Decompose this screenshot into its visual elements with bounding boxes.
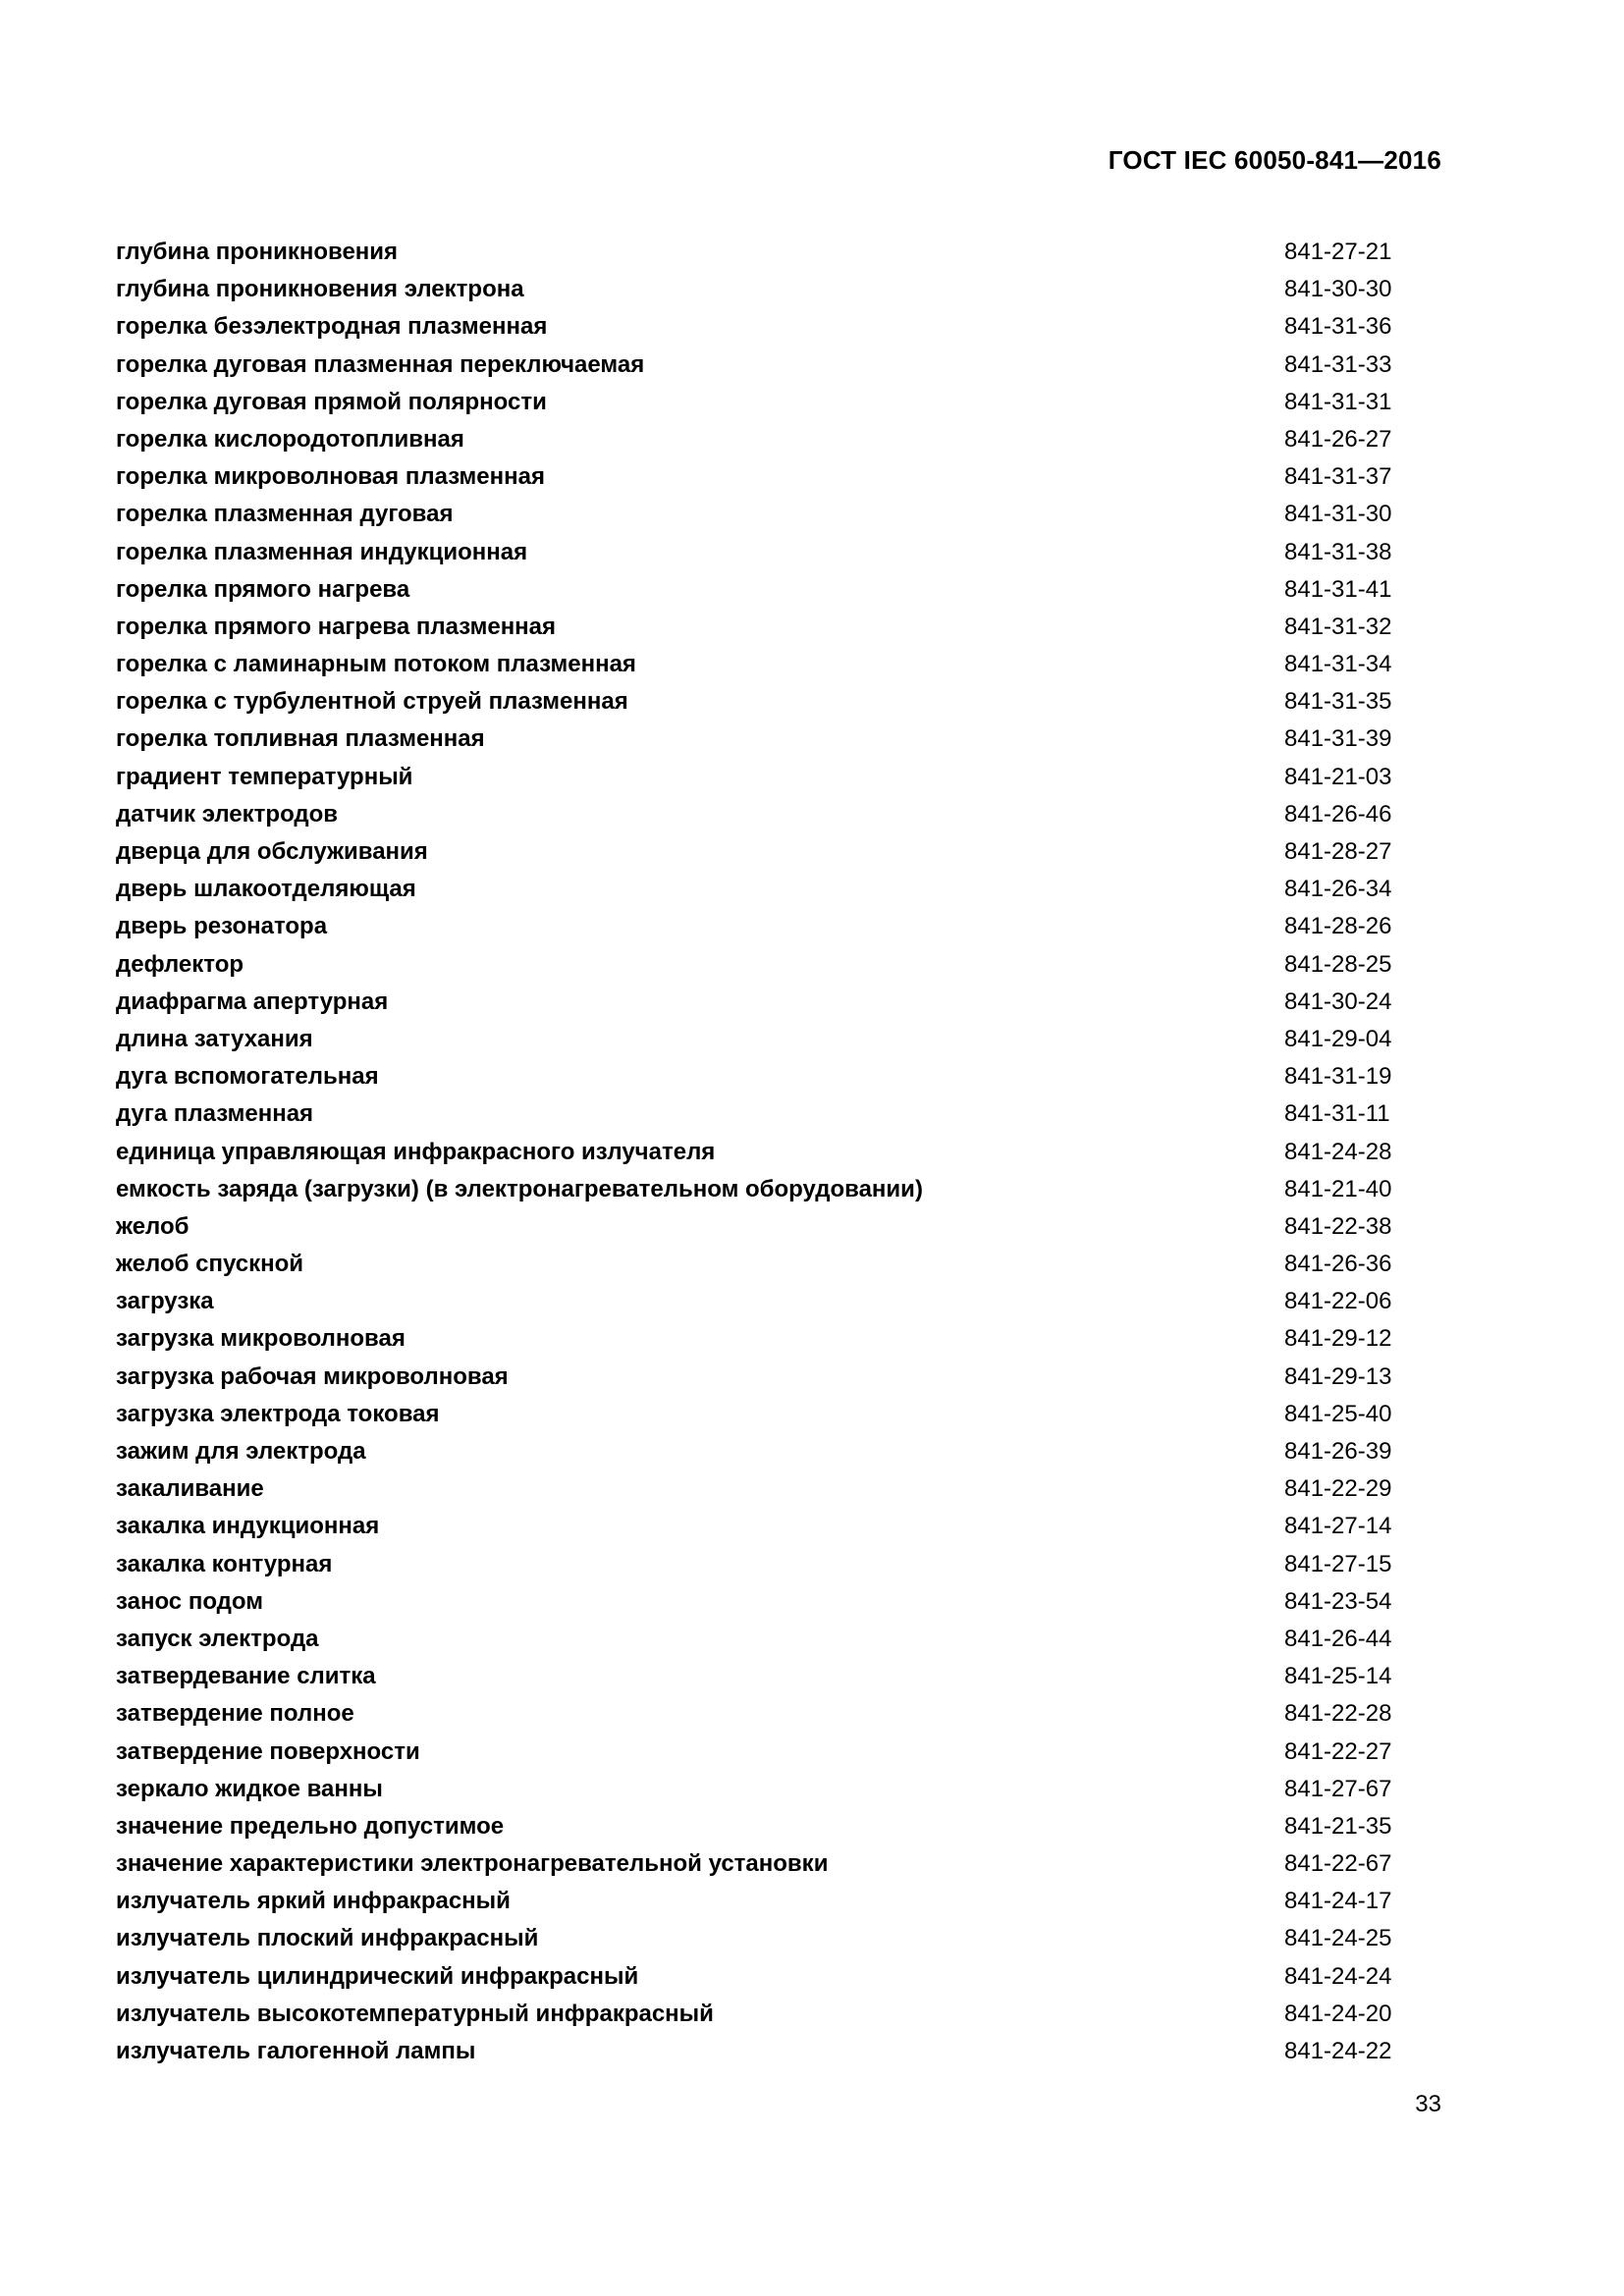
- index-entry: [116, 1658, 1402, 1695]
- entry-term: горелка кислородотопливная: [116, 425, 464, 453]
- entry-code: 841-21-03: [1284, 763, 1392, 790]
- entry-code: 841-23-54: [1284, 1587, 1392, 1615]
- index-entry: [116, 908, 1402, 945]
- index-entry: [116, 1359, 1402, 1396]
- entry-code: 841-29-13: [1284, 1362, 1392, 1390]
- entry-term: дверца для обслуживания: [116, 838, 428, 865]
- entry-term: горелка с турбулентной струей плазменная: [116, 688, 628, 716]
- index-entry: [116, 1433, 1402, 1470]
- entry-term: горелка безэлектродная плазменная: [116, 313, 548, 341]
- entry-code: 841-31-38: [1284, 538, 1392, 565]
- entry-term: горелка микроволновая плазменная: [116, 463, 545, 491]
- index-entry: [116, 984, 1402, 1021]
- index-entry: [116, 1320, 1402, 1358]
- entry-code: 841-26-46: [1284, 800, 1392, 828]
- entry-code: 841-31-31: [1284, 388, 1392, 415]
- index-entry: [116, 496, 1402, 533]
- entry-term: горелка прямого нагрева плазменная: [116, 613, 557, 640]
- entry-code: 841-26-27: [1284, 425, 1392, 453]
- entry-code: 841-27-67: [1284, 1775, 1392, 1802]
- entry-code: 841-26-34: [1284, 876, 1392, 903]
- entry-code: 841-31-19: [1284, 1063, 1392, 1091]
- entry-term: затвердевание слитка: [116, 1663, 376, 1690]
- entry-term: затвердение поверхности: [116, 1737, 420, 1765]
- entry-term: затвердение полное: [116, 1700, 354, 1728]
- entry-code: 841-31-30: [1284, 501, 1392, 528]
- index-entry: [116, 1171, 1402, 1208]
- entry-term: горелка плазменная индукционная: [116, 538, 528, 565]
- entry-code: 841-31-41: [1284, 575, 1392, 603]
- entry-code: 841-30-30: [1284, 276, 1392, 303]
- index-entry: [116, 1883, 1402, 1920]
- entry-code: 841-26-39: [1284, 1438, 1392, 1465]
- entry-code: 841-24-25: [1284, 1925, 1392, 1952]
- entry-term: желоб спускной: [116, 1251, 303, 1278]
- index-entry: [116, 1734, 1402, 1771]
- index-entry: [116, 1546, 1402, 1583]
- index-entry: [116, 347, 1402, 384]
- entry-term: излучатель галогенной лампы: [116, 2038, 476, 2064]
- entry-term: загрузка микроволновая: [116, 1325, 406, 1353]
- index-entry: [116, 1958, 1402, 1996]
- entry-term: горелка с ламинарным потоком плазменная: [116, 651, 636, 678]
- entry-term: зажим для электрода: [116, 1438, 366, 1465]
- entry-term: дуга вспомогательная: [116, 1063, 379, 1091]
- page-number: 33: [1415, 2091, 1441, 2117]
- entry-code: 841-31-39: [1284, 725, 1392, 753]
- index-entry: [116, 1695, 1402, 1733]
- index-entry: [116, 759, 1402, 796]
- entry-code: 841-26-36: [1284, 1251, 1392, 1278]
- entry-term: единица управляющая инфракрасного излучателя: [116, 1138, 716, 1165]
- index-entry: [116, 1470, 1402, 1508]
- entry-term: датчик электродов: [116, 800, 339, 828]
- entry-code: 841-22-06: [1284, 1288, 1392, 1315]
- index-entry: [116, 571, 1402, 609]
- entry-code: 841-31-36: [1284, 313, 1392, 341]
- index-entry: [116, 421, 1402, 458]
- index-entry: [116, 1845, 1402, 1883]
- entry-term: глубина проникновения: [116, 239, 399, 265]
- index-entry: [116, 1996, 1402, 2033]
- index-entry: [116, 871, 1402, 908]
- entry-term: глубина проникновения электрона: [116, 276, 524, 303]
- entry-term: емкость заряда (загрузки) (в электронагревательном оборудовании): [116, 1175, 923, 1202]
- entry-code: 841-31-37: [1284, 463, 1392, 491]
- entry-code: 841-29-12: [1284, 1325, 1392, 1353]
- entry-code: 841-31-11: [1284, 1100, 1390, 1128]
- entry-code: 841-22-38: [1284, 1212, 1392, 1240]
- entry-term: занос подом: [116, 1587, 263, 1615]
- index-entry: [116, 1621, 1402, 1658]
- index-entry: [116, 683, 1402, 721]
- index-entry: [116, 1021, 1402, 1058]
- entry-term: закалка контурная: [116, 1550, 333, 1577]
- entry-code: 841-22-28: [1284, 1700, 1392, 1728]
- entry-term: диафрагма апертурная: [116, 988, 389, 1015]
- entry-code: 841-24-20: [1284, 2000, 1392, 2027]
- document-header: ГОСТ IEC 60050-841—2016: [1108, 145, 1441, 175]
- entry-term: горелка дуговая плазменная переключаемая: [116, 350, 645, 378]
- entry-code: 841-22-67: [1284, 1850, 1392, 1878]
- index-entry: [116, 1208, 1402, 1246]
- entry-term: закаливание: [116, 1475, 264, 1503]
- entry-term: дуга плазменная: [116, 1100, 314, 1128]
- entry-term: излучатель высокотемпературный инфракрасный: [116, 2000, 714, 2027]
- index-entry: [116, 1095, 1402, 1133]
- entry-code: 841-21-40: [1284, 1175, 1392, 1202]
- entry-term: дефлектор: [116, 950, 244, 978]
- entry-term: дверь резонатора: [116, 913, 328, 940]
- entry-term: загрузка: [116, 1288, 214, 1315]
- entry-term: длина затухания: [116, 1025, 313, 1052]
- entry-code: 841-27-14: [1284, 1513, 1392, 1540]
- entry-code: 841-31-35: [1284, 688, 1392, 716]
- entry-term: загрузка электрода токовая: [116, 1400, 440, 1427]
- index-entry: [116, 833, 1402, 871]
- entry-term: градиент температурный: [116, 763, 413, 790]
- index-entry: [116, 1583, 1402, 1621]
- index-entry: [116, 308, 1402, 346]
- entry-code: 841-28-25: [1284, 950, 1392, 978]
- entry-code: 841-25-14: [1284, 1663, 1392, 1690]
- entry-code: 841-28-26: [1284, 913, 1392, 940]
- entry-code: 841-24-24: [1284, 1962, 1392, 1990]
- entry-code: 841-29-04: [1284, 1025, 1392, 1052]
- index-entry: [116, 384, 1402, 421]
- index-entry: [116, 458, 1402, 496]
- entry-code: 841-21-35: [1284, 1812, 1392, 1840]
- index-entry: [116, 1058, 1402, 1095]
- entry-code: 841-30-24: [1284, 988, 1392, 1015]
- index-entry: [116, 234, 1402, 271]
- index-entry: [116, 1134, 1402, 1171]
- index-entry: [116, 1283, 1402, 1320]
- entry-code: 841-24-17: [1284, 1888, 1392, 1915]
- index-entry: [116, 1396, 1402, 1433]
- entry-code: 841-28-27: [1284, 838, 1392, 865]
- entry-code: 841-31-32: [1284, 613, 1392, 640]
- entry-term: горелка плазменная дуговая: [116, 501, 454, 528]
- entry-code: 841-27-21: [1284, 239, 1392, 265]
- entry-code: 841-31-33: [1284, 350, 1392, 378]
- entry-term: дверь шлакоотделяющая: [116, 876, 416, 903]
- index-entry: [116, 1246, 1402, 1283]
- entry-code: 841-26-44: [1284, 1625, 1392, 1652]
- entry-code: 841-31-34: [1284, 651, 1392, 678]
- entry-term: значение характеристики электронагревательной установки: [116, 1850, 829, 1878]
- index-entry: [116, 2033, 1402, 2070]
- entry-term: закалка индукционная: [116, 1513, 380, 1540]
- entry-term: желоб: [116, 1212, 189, 1240]
- entry-term: загрузка рабочая микроволновая: [116, 1362, 509, 1390]
- entry-term: горелка прямого нагрева: [116, 575, 410, 603]
- index-entry: [116, 1920, 1402, 1957]
- index-entry: [116, 721, 1402, 758]
- term-index-list: [116, 234, 1402, 2070]
- entry-term: излучатель яркий инфракрасный: [116, 1888, 511, 1915]
- entry-term: излучатель цилиндрический инфракрасный: [116, 1962, 639, 1990]
- entry-code: 841-22-27: [1284, 1737, 1392, 1765]
- index-entry: [116, 646, 1402, 683]
- index-entry: [116, 796, 1402, 833]
- index-entry: [116, 609, 1402, 646]
- entry-term: зеркало жидкое ванны: [116, 1775, 383, 1802]
- entry-term: горелка топливная плазменная: [116, 725, 485, 753]
- index-entry: [116, 1508, 1402, 1545]
- entry-term: излучатель плоский инфракрасный: [116, 1925, 539, 1952]
- index-entry: [116, 946, 1402, 984]
- entry-term: значение предельно допустимое: [116, 1812, 505, 1840]
- index-entry: [116, 1771, 1402, 1808]
- entry-term: горелка дуговая прямой полярности: [116, 388, 547, 415]
- entry-code: 841-24-28: [1284, 1138, 1392, 1165]
- entry-code: 841-22-29: [1284, 1475, 1392, 1503]
- index-entry: [116, 534, 1402, 571]
- index-entry: [116, 271, 1402, 308]
- entry-code: 841-25-40: [1284, 1400, 1392, 1427]
- entry-code: 841-27-15: [1284, 1550, 1392, 1577]
- entry-term: запуск электрода: [116, 1625, 319, 1652]
- entry-code: 841-24-22: [1284, 2038, 1392, 2064]
- index-entry: [116, 1808, 1402, 1845]
